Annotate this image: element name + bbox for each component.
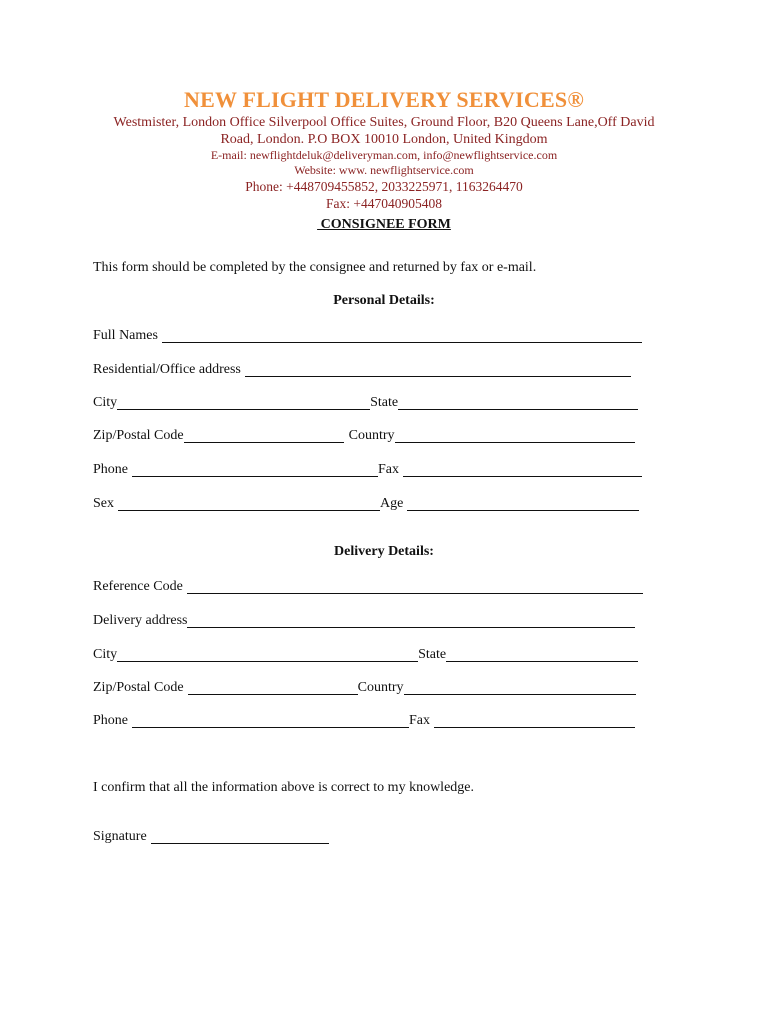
age-blank[interactable]	[407, 496, 639, 511]
delivery-zip-blank[interactable]	[188, 680, 358, 695]
age-label: Age	[380, 496, 404, 511]
company-name: NEW FLIGHT DELIVERY SERVICES®	[184, 87, 584, 112]
fax-line: Fax: +447040905408	[326, 196, 442, 211]
personal-fax-label: Fax	[378, 462, 399, 477]
personal-phone-label: Phone	[93, 462, 128, 477]
residential-address-label: Residential/Office address	[93, 362, 241, 377]
delivery-details-heading: Delivery Details:	[334, 544, 434, 559]
personal-state-label: State	[370, 395, 399, 410]
personal-fax-blank[interactable]	[403, 462, 642, 477]
sex-age-field	[93, 493, 639, 513]
personal-country-label: Country	[348, 428, 395, 443]
form-title: CONSIGNEE FORM	[317, 217, 451, 232]
address-line-1: Westmister, London Office Silverpool Office Suites, Ground Floor, B20 Queens Lane,Off David	[113, 115, 655, 130]
personal-phone-fax-field	[93, 459, 642, 479]
delivery-zip-label: Zip/Postal Code	[93, 680, 184, 695]
personal-phone-blank[interactable]	[132, 462, 378, 477]
delivery-phone-fax-field	[93, 710, 635, 730]
delivery-country-blank[interactable]	[404, 680, 636, 695]
delivery-city-state-field	[93, 644, 638, 664]
delivery-phone-label: Phone	[93, 713, 128, 728]
sex-blank[interactable]	[118, 496, 380, 511]
letterhead	[0, 86, 768, 212]
full-names-label: Full Names	[93, 328, 158, 343]
address-line-2: Road, London. P.O BOX 10010 London, United Kingdom	[220, 132, 548, 147]
confirmation-statement: I confirm that all the information above is correct to my knowledge.	[93, 780, 474, 795]
delivery-address-blank[interactable]	[187, 613, 635, 628]
residential-address-field	[93, 359, 631, 379]
personal-country-blank[interactable]	[395, 428, 635, 443]
personal-zip-country-field	[93, 425, 635, 445]
email-line: E-mail: newflightdeluk@deliveryman.com, info@newflightservice.com	[210, 148, 558, 162]
full-names-field	[93, 325, 642, 345]
signature-blank[interactable]	[151, 829, 329, 844]
delivery-state-blank[interactable]	[446, 647, 638, 662]
personal-city-blank[interactable]	[117, 395, 370, 410]
delivery-phone-blank[interactable]	[132, 713, 409, 728]
signature-field	[93, 826, 329, 846]
residential-address-blank[interactable]	[245, 362, 631, 377]
registered-trademark-symbol: ®	[567, 87, 584, 112]
personal-zip-label: Zip/Postal Code	[93, 428, 184, 443]
delivery-city-label: City	[93, 647, 118, 662]
delivery-address-field	[93, 610, 635, 630]
delivery-country-label: Country	[357, 680, 404, 695]
delivery-fax-label: Fax	[409, 713, 430, 728]
personal-details-heading: Personal Details:	[333, 293, 435, 308]
reference-code-field	[93, 576, 643, 596]
reference-code-label: Reference Code	[93, 579, 183, 594]
phone-line: Phone: +448709455852, 2033225971, 1163264470	[245, 179, 523, 194]
sex-label: Sex	[93, 496, 114, 511]
personal-state-blank[interactable]	[398, 395, 638, 410]
website-line: Website: www. newflightservice.com	[294, 163, 474, 177]
reference-code-blank[interactable]	[187, 579, 643, 594]
delivery-fax-blank[interactable]	[434, 713, 635, 728]
signature-label: Signature	[93, 829, 147, 844]
full-names-blank[interactable]	[162, 328, 642, 343]
personal-zip-blank[interactable]	[184, 428, 344, 443]
personal-city-label: City	[93, 395, 118, 410]
form-instruction: This form should be completed by the consignee and returned by fax or e-mail.	[93, 260, 537, 275]
delivery-city-blank[interactable]	[117, 647, 418, 662]
delivery-zip-country-field	[93, 677, 636, 697]
delivery-state-label: State	[418, 647, 447, 662]
personal-city-state-field	[93, 392, 638, 412]
delivery-address-label: Delivery address	[93, 613, 188, 628]
